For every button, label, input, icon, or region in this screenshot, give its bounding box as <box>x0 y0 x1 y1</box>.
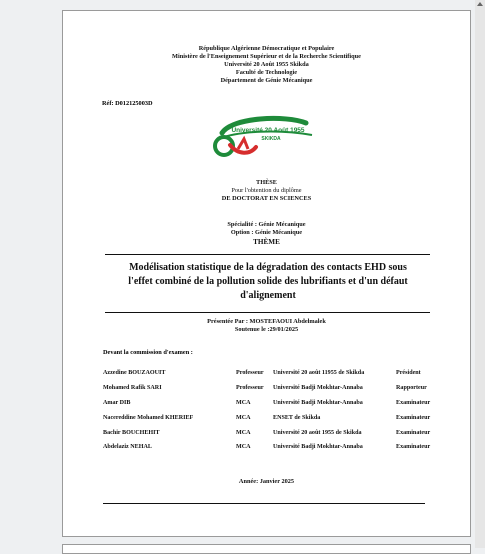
option-line: Option : Génie Mécanique <box>230 229 303 236</box>
header-line: Université 20 Août 1955 Skikda <box>224 61 309 68</box>
these-line: Pour l'obtention du diplôme <box>231 187 302 194</box>
table-row <box>103 366 463 381</box>
jury-institution: Université Badji Mokhtar-Annaba <box>273 444 363 451</box>
university-logo <box>208 113 326 161</box>
jury-grade: MCA <box>236 399 251 406</box>
diploma-line: DE DOCTORAT EN SCIENCES <box>221 195 312 202</box>
jury-role: Examinateur <box>396 429 431 436</box>
title-line: d'alignement <box>240 290 296 301</box>
jury-institution: Université 20 août 1955 de Skikda <box>273 429 362 436</box>
jury-grade: MCA <box>236 414 251 421</box>
reference-number: Réf: D012125003D <box>102 100 153 107</box>
title-line: l'effet combiné de la pollution solide des lubrifiants et d'un défaut <box>128 276 408 287</box>
theme-label: THÈME <box>253 238 280 246</box>
table-row <box>103 425 463 440</box>
header-line: Faculté de Technologie <box>235 69 298 76</box>
header-line: Ministère de l'Enseignement Supérieur et de la Recherche Scientifique <box>172 53 361 60</box>
logo-text: Université 20 Août 1955 <box>231 127 305 134</box>
thesis-title <box>109 261 427 303</box>
title-rule-top <box>105 254 430 255</box>
jury-name: Azzedine BOUZAOUIT <box>103 370 166 377</box>
jury-institution: Université 20 août 11955 de Skikda <box>273 370 365 377</box>
presented-by: Présentée Par : MOSTEFAOUI Abdelmalek <box>207 318 326 325</box>
jury-table <box>103 366 463 455</box>
jury-grade: Professeur <box>236 370 264 377</box>
scrollbar[interactable] <box>475 0 485 548</box>
defense-date: Soutenue le :29/01/2025 <box>234 326 299 333</box>
document-page <box>62 10 471 537</box>
title-rule-bottom <box>105 312 430 313</box>
jury-role: Examinateur <box>396 399 431 406</box>
next-document-page <box>62 544 471 554</box>
jury-name: Abdelaziz NEHAL <box>103 444 152 451</box>
jury-heading: Devant la commission d'examen : <box>103 349 193 356</box>
table-row <box>103 410 463 425</box>
institution-header <box>63 45 470 85</box>
specialite-block <box>63 221 470 237</box>
presented-block <box>63 318 470 334</box>
jury-institution: Université Badji Mokhtar-Annaba <box>273 399 363 406</box>
specialite-line: Spécialité : Génie Mécanique <box>227 221 306 228</box>
jury-institution: ENSET de Skikda <box>273 414 321 421</box>
jury-grade: Professeur <box>236 385 264 392</box>
jury-name: Nacereddine Mohamed KHERIEF <box>103 414 194 421</box>
table-row <box>103 440 463 455</box>
jury-role: Président <box>396 370 421 377</box>
jury-name: Mohamed Rafik SARI <box>103 385 162 392</box>
table-row <box>103 396 463 411</box>
these-block <box>63 179 470 203</box>
jury-role: Rapporteur <box>396 385 427 392</box>
logo-subtext: SKIKDA <box>261 136 281 142</box>
jury-role: Examinateur <box>396 414 431 421</box>
jury-grade: MCA <box>236 429 251 436</box>
these-title: THÈSE <box>256 179 277 186</box>
header-line: Département de Génie Mécanique <box>220 77 313 84</box>
year-line: Année: Janvier 2025 <box>238 478 295 485</box>
jury-role: Examinateur <box>396 444 431 451</box>
footer-rule <box>103 503 425 504</box>
jury-name: Bachir BOUCHEHIT <box>103 429 160 436</box>
title-line: Modélisation statistique de la dégradation des contacts EHD sous <box>129 262 407 273</box>
jury-institution: Université Badji Mokhtar-Annaba <box>273 385 363 392</box>
scroll-up-arrow-icon[interactable] <box>477 2 483 6</box>
jury-grade: MCA <box>236 444 251 451</box>
table-row <box>103 381 463 396</box>
jury-name: Amar DIB <box>103 399 131 406</box>
header-line: République Algérienne Démocratique et Populaire <box>198 45 335 52</box>
